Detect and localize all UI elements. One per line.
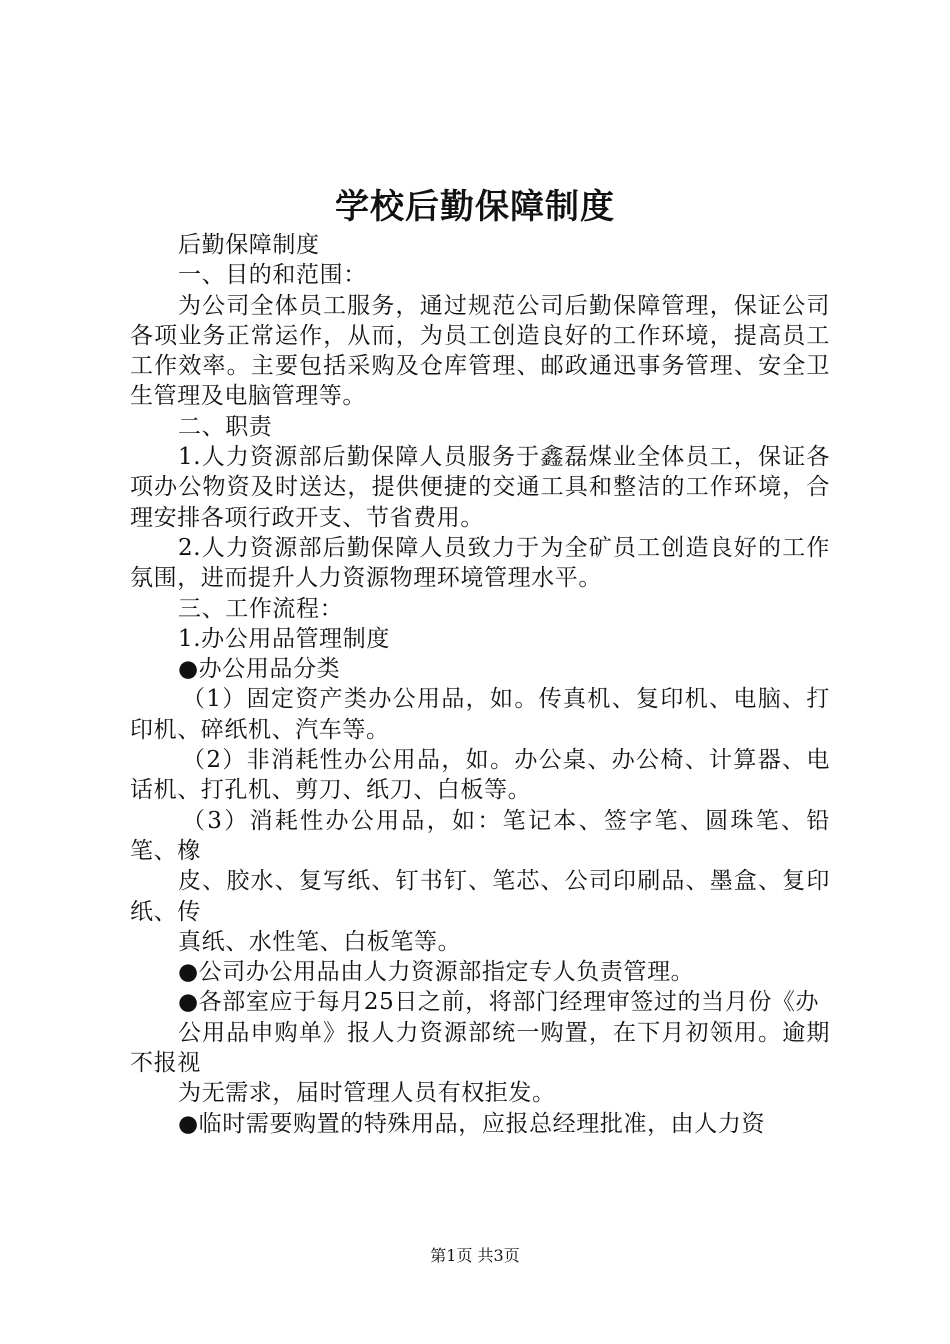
document-body <box>130 230 830 1139</box>
paragraph: 2.人力资源部后勤保障人员致力于为全矿员工创造良好的工作氛围，进而提升人力资源物理环境管理水平。 <box>130 534 830 592</box>
section-heading: 三、工作流程： <box>178 595 344 622</box>
section-heading: 二、职责 <box>178 413 273 440</box>
list-item: （3）消耗性办公用品，如：笔记本、签字笔、圆珠笔、铅笔、橡 <box>130 807 830 864</box>
bullet-item: ●各部室应于每月25日之前，将部门经理审签过的当月份《办 <box>178 989 820 1016</box>
document-title: 学校后勤保障制度 <box>335 187 615 227</box>
section-heading: 一、目的和范围： <box>178 262 367 289</box>
paragraph: 后勤保障制度 <box>178 232 320 258</box>
paragraph: 真纸、水性笔、白板笔等。 <box>178 928 462 955</box>
paragraph: 公用品申购单》报人力资源部统一购置，在下月初领用。逾期不报视 <box>130 1019 830 1077</box>
paragraph: 1.办公用品管理制度 <box>178 625 390 652</box>
bullet-item: ●办公用品分类 <box>178 656 341 683</box>
list-item: （2）非消耗性办公用品，如。办公桌、办公椅、计算器、电话机、打孔机、剪刀、纸刀、白板等。 <box>130 747 830 804</box>
paragraph: 1.人力资源部后勤保障人员服务于鑫磊煤业全体员工，保证各项办公物资及时送达，提供便捷的交通工具和整洁的工作环境，合理安排各项行政开支、节省费用。 <box>130 444 830 531</box>
bullet-item: ●临时需要购置的特殊用品，应报总经理批准，由人力资 <box>178 1110 766 1137</box>
page-footer: 第1页 共3页 <box>430 1246 520 1265</box>
paragraph: 为公司全体员工服务，通过规范公司后勤保障管理，保证公司各项业务正常运作，从而，为员工创造良好的工作环境，提高员工工作效率。主要包括采购及仓库管理、邮政通迅事务管理、安全卫生管理及电脑管理等。 <box>130 292 830 410</box>
paragraph: 皮、胶水、复写纸、钉书钉、笔芯、公司印刷品、墨盒、复印纸、传 <box>130 868 830 925</box>
list-item: （1）固定资产类办公用品，如。传真机、复印机、电脑、打印机、碎纸机、汽车等。 <box>130 686 830 743</box>
paragraph: 为无需求，届时管理人员有权拒发。 <box>178 1080 556 1107</box>
bullet-item: ●公司办公用品由人力资源部指定专人负责管理。 <box>178 959 695 986</box>
